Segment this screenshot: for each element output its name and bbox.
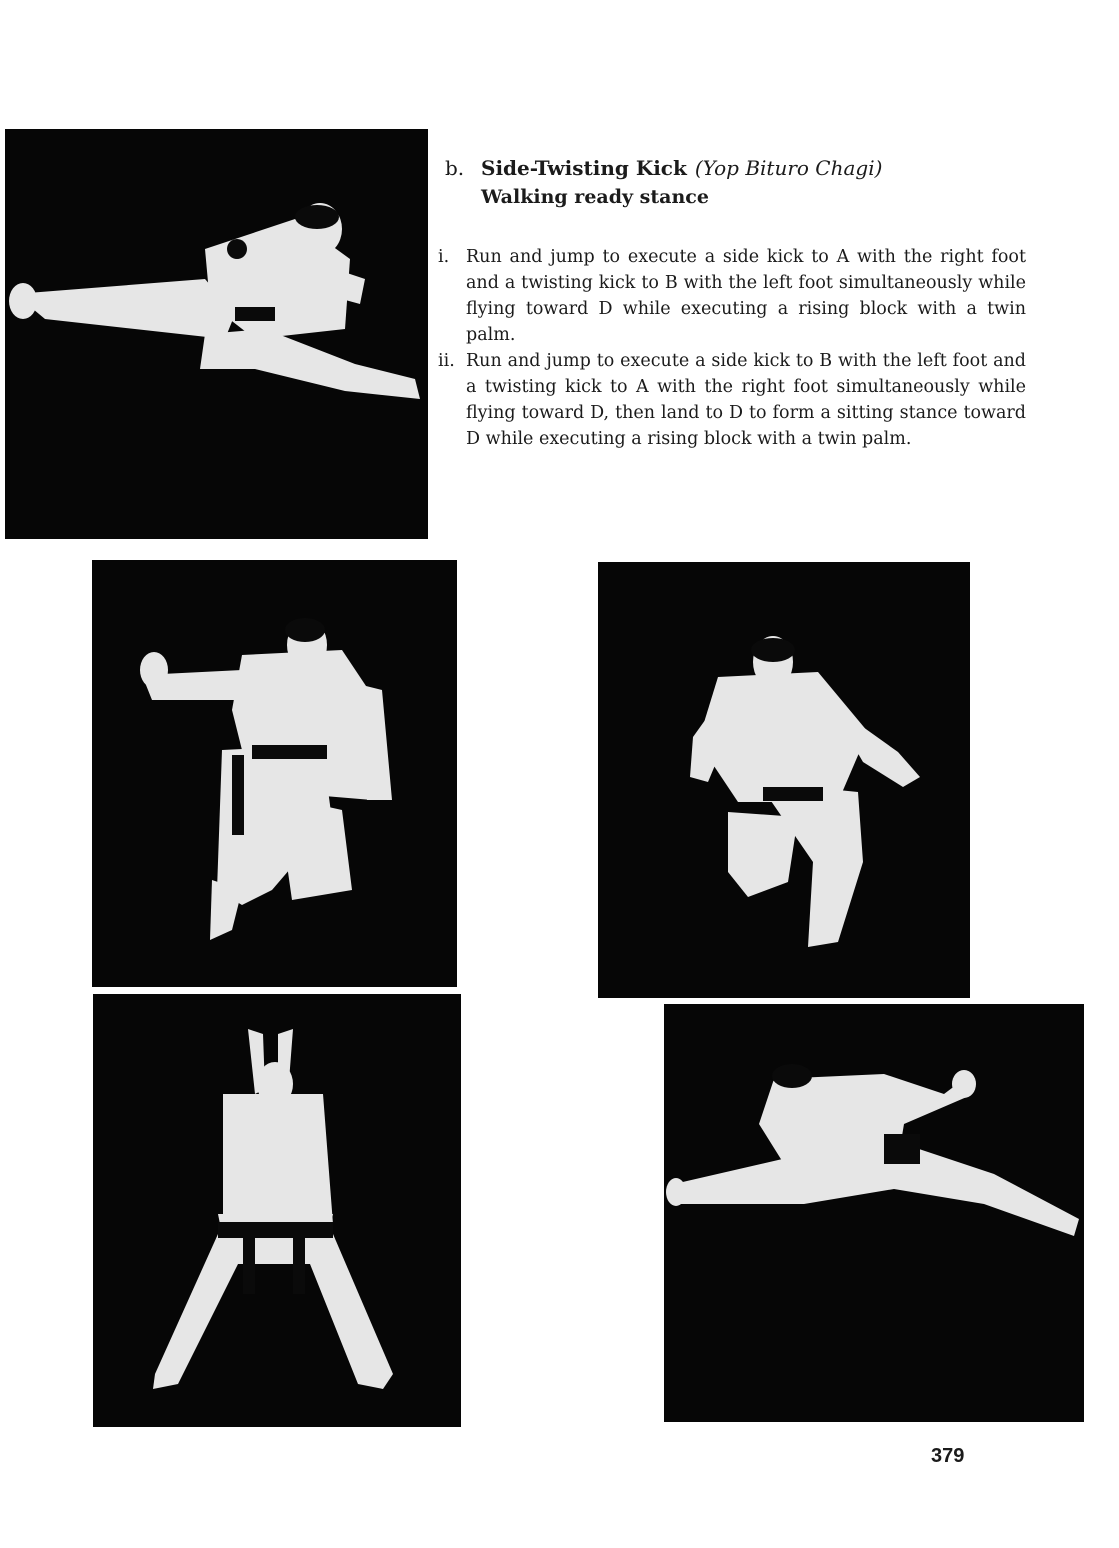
instruction-item bbox=[438, 244, 1026, 348]
instruction-list bbox=[438, 244, 1026, 452]
instruction-number: ii. bbox=[438, 351, 455, 371]
martial-artist-figure-icon bbox=[664, 1004, 1084, 1422]
photo-sitting-stance-block bbox=[93, 994, 461, 1427]
photo-jump-twist bbox=[598, 562, 970, 998]
instruction-number: i. bbox=[438, 247, 450, 267]
instruction-text: Run and jump to execute a side kick to B with the left foot and a twisting kick to A with the right foot simultaneously while flying toward D, then land to D to form a sitting stance toward D while executing a rising block with a twin palm. bbox=[466, 351, 1026, 449]
photo-jump-knee-raise bbox=[92, 560, 457, 987]
section-heading bbox=[445, 155, 1005, 182]
photo-flying-split-kick bbox=[664, 1004, 1084, 1422]
section-letter: b. bbox=[445, 156, 465, 180]
instruction-text: Run and jump to execute a side kick to A with the right foot and a twisting kick to B with the left foot simultaneously while flying toward D while executing a rising block with a twin palm. bbox=[466, 247, 1026, 345]
martial-artist-figure-icon bbox=[598, 562, 970, 998]
korean-name: (Yop Bituro Chagi) bbox=[694, 156, 883, 180]
martial-artist-figure-icon bbox=[93, 994, 461, 1427]
photo-flying-side-kick bbox=[5, 129, 428, 539]
martial-artist-figure-icon bbox=[92, 560, 457, 987]
instruction-item bbox=[438, 348, 1026, 452]
section-title: Side-Twisting Kick bbox=[481, 156, 687, 180]
martial-artist-figure-icon bbox=[5, 129, 428, 539]
ready-stance-label: Walking ready stance bbox=[481, 186, 709, 208]
page-number: 379 bbox=[931, 1445, 965, 1467]
